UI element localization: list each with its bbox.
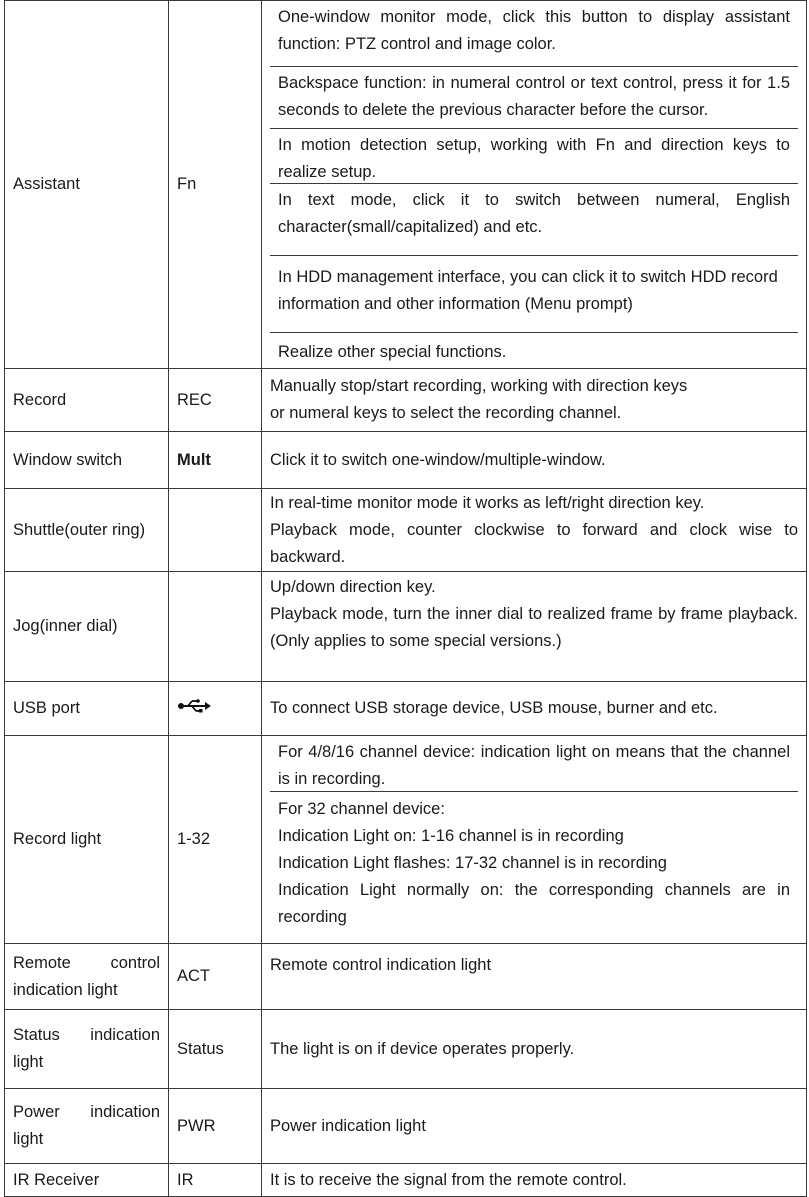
key-label: PWR bbox=[177, 1116, 216, 1135]
key-label: REC bbox=[177, 390, 212, 409]
key-label-cell bbox=[169, 489, 262, 572]
key-name: USB port bbox=[13, 699, 80, 717]
description-line: Up/down direction key. bbox=[270, 578, 436, 596]
key-label: Mult bbox=[177, 450, 211, 469]
key-label: ACT bbox=[177, 967, 210, 985]
description-item: Backspace function: in numeral control or text control, press it for 1.5 seconds to delete the previous character before the cursor. bbox=[270, 66, 798, 128]
key-name: Status indication light bbox=[13, 1026, 160, 1071]
description-text: To connect USB storage device, USB mouse, burner and etc. bbox=[270, 699, 718, 717]
description-cell bbox=[262, 489, 807, 572]
key-name-cell bbox=[5, 489, 169, 572]
description-text: Power indication light bbox=[270, 1116, 426, 1135]
key-name-cell bbox=[5, 1089, 169, 1164]
description-line: Manually stop/start recording, working with direction keys bbox=[270, 377, 688, 395]
description-text: It is to receive the signal from the remote control. bbox=[270, 1170, 627, 1189]
table-row bbox=[5, 736, 807, 944]
description-cell bbox=[262, 572, 807, 682]
description-line: Indication Light flashes: 17-32 channel is in recording bbox=[278, 854, 667, 872]
table-row bbox=[5, 1089, 807, 1164]
key-name: Jog(inner dial) bbox=[13, 617, 118, 635]
key-name-cell bbox=[5, 736, 169, 944]
key-name-cell bbox=[5, 944, 169, 1010]
key-name-cell bbox=[5, 1010, 169, 1089]
key-name-cell bbox=[5, 432, 169, 489]
description-text: The light is on if device operates properly. bbox=[270, 1039, 575, 1058]
description-cell bbox=[262, 1, 807, 369]
table-row bbox=[5, 489, 807, 572]
table-row bbox=[5, 1164, 807, 1197]
key-name: Remote control indication light bbox=[13, 953, 160, 999]
table-row bbox=[5, 1, 807, 369]
key-name-cell bbox=[5, 572, 169, 682]
description-line: For 32 channel device: bbox=[278, 800, 445, 818]
description-cell bbox=[262, 682, 807, 736]
key-label: Fn bbox=[177, 175, 197, 193]
front-panel-key-table bbox=[4, 0, 807, 1197]
table-row bbox=[5, 572, 807, 682]
table-row bbox=[5, 1010, 807, 1089]
key-name-cell bbox=[5, 369, 169, 432]
key-name: Window switch bbox=[13, 450, 123, 469]
key-name: Record light bbox=[13, 830, 102, 848]
key-label-cell bbox=[169, 1089, 262, 1164]
description-cell bbox=[262, 369, 807, 432]
description-line: or numeral keys to select the recording channel. bbox=[270, 404, 622, 422]
description-item bbox=[270, 791, 798, 943]
key-label: 1-32 bbox=[177, 830, 211, 848]
key-label-cell bbox=[169, 736, 262, 944]
description-line: Playback mode, counter clockwise to forward and clock wise to backward. bbox=[270, 520, 798, 566]
description-item: One-window monitor mode, click this button to display assistant function: PTZ control and image color. bbox=[278, 8, 790, 53]
description-cell bbox=[262, 1010, 807, 1089]
key-label-cell bbox=[169, 944, 262, 1010]
key-label-cell bbox=[169, 1164, 262, 1197]
key-label-cell bbox=[169, 369, 262, 432]
description-line: Indication Light normally on: the corresponding channels are in recording bbox=[278, 881, 790, 926]
key-label-cell bbox=[169, 1010, 262, 1089]
description-item: In motion detection setup, working with Fn and direction keys to realize setup. bbox=[270, 128, 798, 183]
key-label: Status bbox=[177, 1039, 224, 1058]
usb-icon bbox=[177, 695, 211, 722]
key-label-cell bbox=[169, 682, 262, 736]
description-cell bbox=[262, 1089, 807, 1164]
description-cell bbox=[262, 432, 807, 489]
table-row bbox=[5, 944, 807, 1010]
description-cell bbox=[262, 736, 807, 944]
key-name: IR Receiver bbox=[13, 1170, 100, 1189]
description-line: In real-time monitor mode it works as left/right direction key. bbox=[270, 493, 705, 512]
key-label-cell bbox=[169, 1, 262, 369]
key-name: Record bbox=[13, 390, 67, 409]
table-row bbox=[5, 682, 807, 736]
description-line: Indication Light on: 1-16 channel is in recording bbox=[278, 827, 624, 845]
description-item: For 4/8/16 channel device: indication light on means that the channel is in recording. bbox=[278, 743, 790, 788]
description-text: Remote control indication light bbox=[270, 956, 492, 974]
description-cell bbox=[262, 944, 807, 1010]
key-label: IR bbox=[177, 1170, 194, 1189]
description-item: In HDD management interface, you can click it to switch HDD record information and other information (Menu prompt) bbox=[270, 255, 798, 332]
key-name-cell bbox=[5, 1164, 169, 1197]
key-name-cell bbox=[5, 682, 169, 736]
description-item: In text mode, click it to switch between numeral, English character(small/capitalized) and etc. bbox=[270, 183, 798, 255]
key-label-cell bbox=[169, 432, 262, 489]
key-name: Assistant bbox=[13, 175, 80, 193]
description-cell bbox=[262, 1164, 807, 1197]
key-name: Shuttle(outer ring) bbox=[13, 520, 146, 539]
key-name-cell bbox=[5, 1, 169, 369]
table-row bbox=[5, 369, 807, 432]
key-name: Power indication light bbox=[13, 1103, 160, 1148]
description-line: Playback mode, turn the inner dial to realized frame by frame playback. (Only applies to some special versions.) bbox=[270, 605, 798, 650]
table-row bbox=[5, 432, 807, 489]
key-label-cell bbox=[169, 572, 262, 682]
description-text: Click it to switch one-window/multiple-window. bbox=[270, 450, 606, 469]
description-item: Realize other special functions. bbox=[270, 332, 798, 368]
